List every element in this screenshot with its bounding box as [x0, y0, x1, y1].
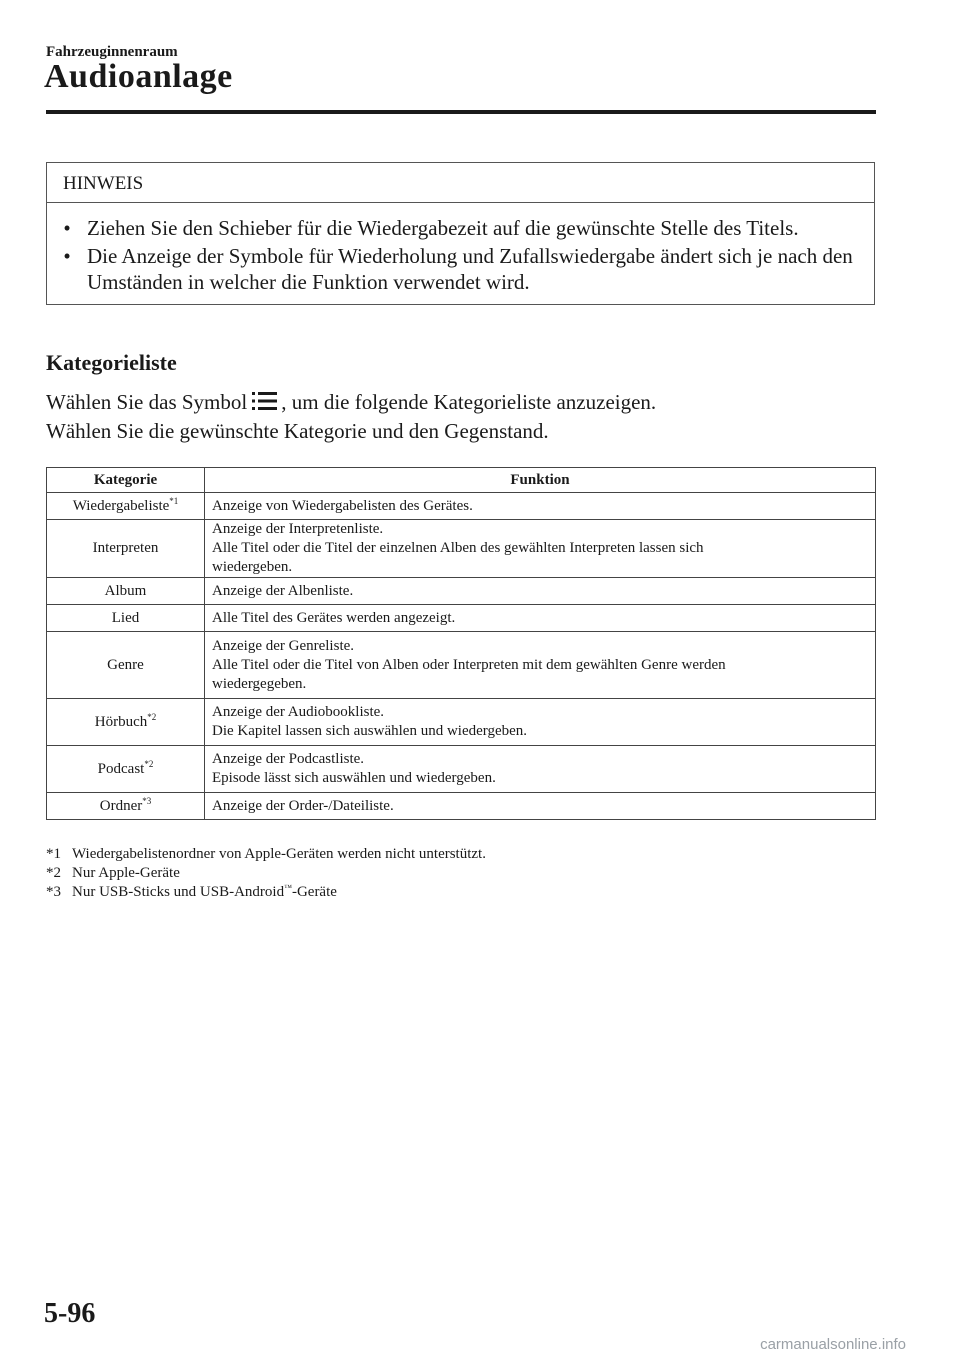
footnote — [46, 846, 486, 863]
list-icon — [251, 391, 279, 411]
category-cell — [47, 746, 205, 793]
footnote-mark: *2 — [147, 711, 157, 722]
table-header-row — [47, 468, 876, 493]
function-line: Anzeige der Audiobookliste. — [212, 704, 385, 720]
category-name: Podcast — [97, 760, 145, 777]
footnote — [46, 865, 180, 882]
footnote-text: Nur USB-Sticks und USB-Android — [72, 884, 285, 900]
intro-text-after-icon: , um die folgende Kategorieliste anzuzeigen. — [281, 390, 657, 414]
category-name: Hörbuch — [94, 713, 148, 730]
category-cell — [47, 578, 205, 605]
note-box — [46, 162, 875, 305]
title-divider — [46, 110, 876, 114]
category-name: Wiedergabeliste — [72, 497, 170, 514]
category-name: Lied — [111, 609, 140, 626]
bullet-icon: • — [63, 216, 71, 240]
function-line: wiedergeben. — [212, 559, 293, 575]
table-row — [47, 605, 876, 632]
function-line: Anzeige der Albenliste. — [212, 582, 354, 599]
category-cell — [47, 793, 205, 820]
table-row — [47, 746, 876, 793]
note-title: HINWEIS — [63, 173, 144, 194]
function-line: Alle Titel des Gerätes werden angezeigt. — [212, 609, 456, 626]
function-line: Die Kapitel lassen sich auswählen und wiedergeben. — [212, 723, 528, 739]
category-name: Album — [104, 582, 147, 599]
footnote-number: *1 — [46, 846, 61, 862]
category-name: Ordner — [99, 797, 143, 814]
note-item-text: Die Anzeige der Symbole für Wiederholung und Zufallswiedergabe ändert sich je nach den Umständen in welcher die Funktion verwendet wird. — [87, 244, 853, 294]
category-name: Genre — [107, 656, 144, 673]
table-row — [47, 520, 876, 578]
footnote-number: *2 — [46, 865, 61, 881]
category-table — [46, 467, 876, 820]
table-row — [47, 793, 876, 820]
bullet-icon: • — [63, 244, 71, 268]
table-header-function: Funktion — [205, 468, 876, 493]
category-cell — [47, 520, 205, 578]
footnote-text: Nur Apple-Geräte — [72, 865, 180, 881]
table-header-category: Kategorie — [47, 468, 205, 493]
note-item — [59, 215, 869, 241]
intro-line-2: Wählen Sie die gewünschte Kategorie und den Gegenstand. — [46, 419, 549, 443]
watermark: carmanualsonline.info — [760, 1336, 906, 1353]
note-header — [47, 163, 874, 203]
category-cell — [47, 632, 205, 699]
function-line: Anzeige der Order-/Dateiliste. — [212, 797, 394, 814]
category-cell — [47, 605, 205, 632]
function-cell — [205, 632, 876, 699]
footnote-number: *3 — [46, 884, 61, 900]
page-number: 5-96 — [44, 1298, 96, 1329]
function-line: Episode lässt sich auswählen und wiedergeben. — [212, 770, 496, 786]
function-line: Alle Titel oder die Titel von Alben oder Interpreten mit dem gewählten Genre werden — [212, 656, 726, 673]
function-line: Anzeige der Interpretenliste. — [212, 521, 384, 537]
function-cell — [205, 746, 876, 793]
function-cell — [205, 520, 876, 578]
footnote-mark: *2 — [144, 758, 154, 769]
function-line: Anzeige von Wiedergabelisten des Gerätes. — [212, 497, 473, 514]
table-row — [47, 493, 876, 520]
trademark-mark: ™ — [284, 883, 292, 892]
function-cell — [205, 578, 876, 605]
function-cell — [205, 493, 876, 520]
footnote-text: Wiedergabelistenordner von Apple-Geräten werden nicht unterstützt. — [72, 846, 486, 862]
intro-line-1 — [46, 390, 656, 415]
note-item-text: Ziehen Sie den Schieber für die Wiedergabezeit auf die gewünschte Stelle des Titels. — [87, 216, 799, 240]
note-item — [59, 243, 869, 295]
function-cell — [205, 699, 876, 746]
category-name: Interpreten — [92, 540, 159, 556]
category-cell — [47, 493, 205, 520]
table-row — [47, 699, 876, 746]
function-line: Anzeige der Genreliste. — [212, 637, 355, 654]
table-row — [47, 578, 876, 605]
category-list-heading: Kategorieliste — [46, 350, 177, 375]
table-row — [47, 632, 876, 699]
footnote — [46, 884, 337, 901]
function-cell — [205, 605, 876, 632]
footnote-mark: *1 — [169, 495, 179, 506]
function-cell — [205, 793, 876, 820]
page-title: Audioanlage — [44, 58, 233, 95]
intro-text-before-icon: Wählen Sie das Symbol — [46, 390, 248, 414]
function-line: Anzeige der Podcastliste. — [212, 751, 365, 767]
footnote-text-suffix: -Geräte — [291, 884, 337, 900]
footnote-mark: *3 — [142, 795, 152, 806]
function-line: Alle Titel oder die Titel der einzelnen Alben des gewählten Interpreten lassen sich — [212, 540, 704, 556]
section-label: Fahrzeuginnenraum — [46, 44, 178, 60]
function-line: wiedergegeben. — [212, 675, 307, 692]
category-cell — [47, 699, 205, 746]
